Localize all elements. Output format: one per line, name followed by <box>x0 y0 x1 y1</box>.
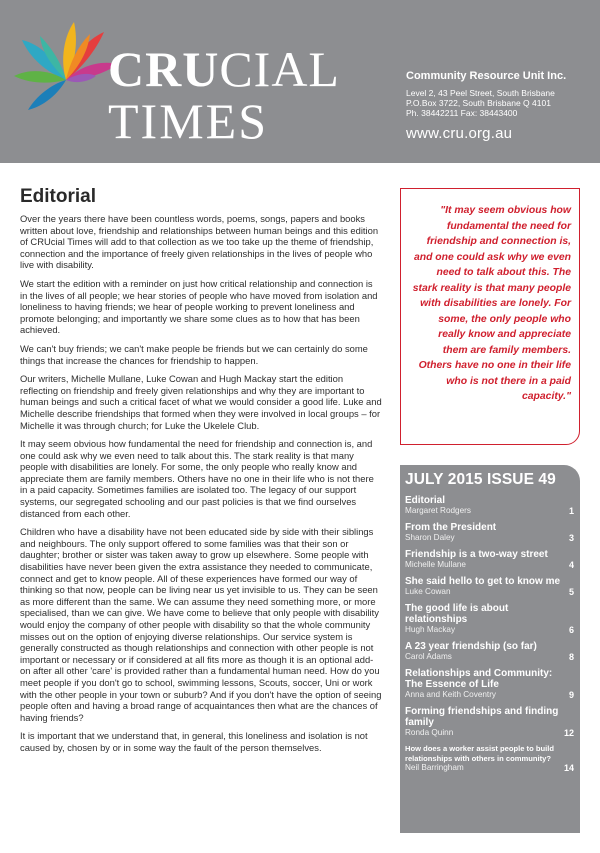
toc-page-number: 4 <box>568 560 574 570</box>
toc-item[interactable] <box>405 668 574 700</box>
org-name: Community Resource Unit Inc. <box>406 70 567 82</box>
editorial-heading: Editorial <box>20 186 97 207</box>
issue-title: JULY 2015 ISSUE 49 <box>405 471 556 488</box>
editorial-paragraph: Over the years there have been countless words, poems, songs, papers and books written about love, friendship and relationships between human beings and this edition of CRUcial Times will add to that collection as we too take up the theme of friendship, connection and the importance of freely given relationships in the lives of people who live with disability. <box>20 213 379 271</box>
toc-title: A 23 year friendship (so far) <box>405 641 537 652</box>
toc-item[interactable] <box>405 706 574 738</box>
contents-panel <box>400 465 580 833</box>
toc-page-number: 1 <box>568 506 574 516</box>
toc-item[interactable] <box>405 495 574 516</box>
toc-item[interactable] <box>405 549 574 570</box>
editorial-paragraph: Children who have a disability have not been educated side by side with their siblings and neighbours. The only support offered to some families was that their son or daughter; brother or sister was taken away to grow up elsewhere. Some people with disabilities have never been given the extra assistance they needed to communicate, connect and get to know people. All of these experiences have formed our way of thinking so that now, people can be living near us yet invisible to us. They can be seen as more different than the same. We can assume they need something more, or more specialised, than we can give. We have come to believe that only people with disability would enjoy the company of other people with disability so that the whole community misses out on the option of enjoying diverse relationships. Our service system is generally constructed as though relationships and connection with other people is not important or necessary or if considered at all fits more as though it is an optional add-on after all other 'care' is provided rather than a fundamental human need. How do you meet people if you don't go to school, swimming lessons, Scouts, soccer, Uni or work with the other people in your town or suburb? And if you don't have the option of seeing people often and having a broad range of acquaintances then what are the chances of having friends? <box>20 526 382 723</box>
toc-page-number: 5 <box>568 587 574 597</box>
pull-quote-text: "It may seem obvious how fundamental the need for friendship and connection is, and one could ask why we even need to talk about this. The stark reality is that many people with disabilities are lonely. For some, the only people who really know and appreciate them are family members. Others have no one in their life who is not there in a paid capacity." <box>412 205 571 402</box>
masthead-title <box>108 41 340 97</box>
editorial-paragraph: It is important that we understand that, in general, this loneliness and isolation is not caused by, chosen by or in some way the fault of the person themselves. <box>20 730 368 753</box>
masthead-title-bold: CRU <box>108 41 220 97</box>
toc-page-number: 12 <box>563 728 574 738</box>
toc-item[interactable] <box>405 744 574 773</box>
toc-title: Editorial <box>405 495 446 506</box>
toc-title: From the President <box>405 522 497 533</box>
toc-title: Relationships and Community: The Essence of Life <box>405 668 553 690</box>
toc-title: She said hello to get to know me <box>405 576 561 587</box>
toc-page-number: 3 <box>568 533 574 543</box>
toc-page-number: 6 <box>568 625 574 635</box>
org-contact-block <box>406 70 566 142</box>
toc-author: Hugh Mackay <box>405 625 456 634</box>
toc-author: Ronda Quinn <box>405 728 454 737</box>
toc-item[interactable] <box>405 576 574 597</box>
toc-author: Carol Adams <box>405 652 452 661</box>
toc-item[interactable] <box>405 603 574 635</box>
toc-author: Luke Cowan <box>405 587 451 596</box>
org-website-link[interactable]: www.cru.org.au <box>406 125 513 142</box>
toc-author: Anna and Keith Coventry <box>405 690 497 699</box>
masthead <box>0 0 600 163</box>
toc-title: How does a worker assist people to build relationships with others in community? <box>405 744 554 763</box>
toc-title: The good life is about relationships <box>405 603 509 625</box>
toc-author: Margaret Rodgers <box>405 506 471 515</box>
editorial-paragraph: It may seem obvious how fundamental the need for friendship and connection is, and one could ask why we even need to talk about this. The stark reality is that many people with disabilities are lonely. For some, the only people who really know and appreciate them are family members. Others have no one in their life who is not there in a paid capacity. Sometimes families are isolated too. The legacy of our support systems, our segregated schooling and our past policies is that we find ourselves distanced from each other. <box>20 438 374 519</box>
toc-page-number: 8 <box>568 652 574 662</box>
toc-page-number: 14 <box>563 763 574 773</box>
editorial-paragraph: We start the edition with a reminder on just how critical relationship and connection is in the lives of all people; we hear stories of people who have moved from isolation and loneliness to having friends; we hear of people working to prevent loneliness and promote belonging; and importantly we share some clues as to how that has been achieved. <box>20 277 378 336</box>
org-phone: Ph. 38442211 Fax: 38443400 <box>406 108 518 118</box>
masthead-subtitle: TIMES <box>108 93 268 149</box>
editorial-paragraph: Our writers, Michelle Mullane, Luke Cowan and Hugh Mackay start the edition reflecting on friendship and freely given relationships and why they are important to human beings and such a critical facet of what we would consider a good life. Luke and Michelle describe friendships that formed when they were involved in local groups – for Michelle it was through church; for Luke the Ukelele Club. <box>20 373 382 431</box>
editorial-paragraph: We can't buy friends; we can't make people be friends but we can certainly do some things that increase the chances for friendship to happen. <box>20 342 368 366</box>
toc-author: Neil Barringham <box>405 763 464 772</box>
org-address-1: Level 2, 43 Peel Street, South Brisbane <box>406 88 555 98</box>
pull-quote-box <box>400 188 580 445</box>
toc-author: Sharon Daley <box>405 533 455 542</box>
toc-title: Friendship is a two-way street <box>405 549 548 560</box>
org-address-2: P.O.Box 3722, South Brisbane Q 4101 <box>406 98 551 108</box>
toc-item[interactable] <box>405 641 574 662</box>
toc-author: Michelle Mullane <box>405 560 466 569</box>
toc-page-number: 9 <box>568 690 574 700</box>
masthead-title-rest: CIAL <box>219 41 340 97</box>
editorial-body <box>20 213 382 761</box>
toc-title: Forming friendships and finding family <box>405 706 559 728</box>
toc-item[interactable] <box>405 522 574 543</box>
